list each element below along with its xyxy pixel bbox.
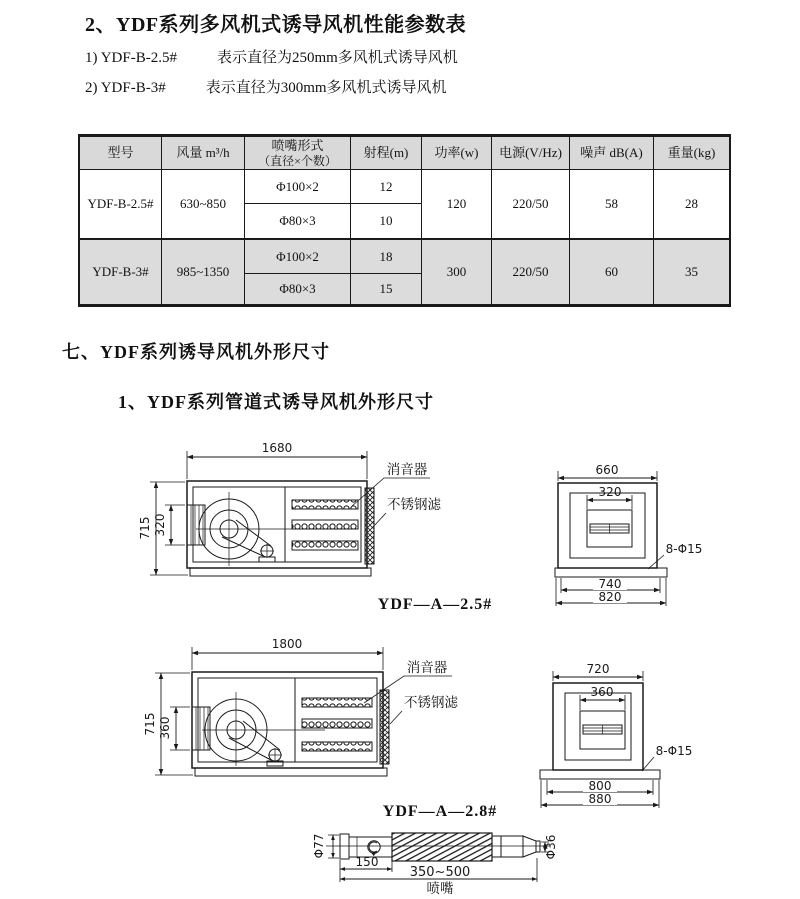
performance-table bbox=[78, 134, 731, 307]
th-airflow: 风量 m³/h bbox=[161, 137, 244, 169]
muffler-label: 消音器 bbox=[386, 462, 428, 477]
dim-1680: 1680 bbox=[261, 441, 293, 455]
dim-360-end: 360 bbox=[590, 685, 614, 699]
filter-label: 不锈钢滤 bbox=[387, 497, 441, 512]
nozzle-drawing bbox=[295, 822, 615, 899]
top-dimension bbox=[558, 463, 657, 481]
end-view-drawing-2 bbox=[530, 630, 730, 820]
th-weight: 重量(kg) bbox=[653, 137, 729, 169]
td-noise-1: 58 bbox=[569, 169, 653, 238]
muffler-bars bbox=[292, 500, 358, 550]
section-7-1-title: 1、YDF系列管道式诱导风机外形尺寸 bbox=[118, 392, 434, 412]
inlet bbox=[158, 707, 210, 750]
td-model-2: YDF-B-3# bbox=[80, 238, 161, 304]
th-supply: 电源(V/Hz) bbox=[491, 137, 569, 169]
td-nozzle-1a: Φ100×2 bbox=[244, 169, 350, 203]
td-airflow-1: 630~850 bbox=[161, 169, 244, 238]
th-nozzle-line1: 喷嘴形式 bbox=[271, 138, 324, 153]
dim-715: 715 bbox=[138, 516, 152, 540]
filter-strip bbox=[365, 488, 374, 564]
note-1-code: 1) YDF-B-2.5# bbox=[85, 50, 177, 66]
td-power-1: 120 bbox=[421, 169, 491, 238]
dim-phi77: Φ77 bbox=[312, 833, 326, 859]
note-1 bbox=[85, 46, 458, 67]
dim-880: 880 bbox=[588, 792, 612, 806]
dim-660: 660 bbox=[595, 463, 619, 477]
labels bbox=[364, 659, 458, 724]
th-model: 型号 bbox=[80, 137, 161, 169]
dim-820: 820 bbox=[598, 590, 622, 604]
td-nozzle-1b: Φ80×3 bbox=[244, 203, 350, 238]
td-noise-2: 60 bbox=[569, 238, 653, 304]
td-supply-2: 220/50 bbox=[491, 238, 569, 304]
drawing-1-caption: YDF—A—2.5# bbox=[377, 596, 493, 613]
dim-800: 800 bbox=[588, 779, 612, 793]
th-power: 功率(w) bbox=[421, 137, 491, 169]
page-title: 2、YDF系列多风机式诱导风机性能参数表 bbox=[85, 14, 467, 36]
inner-dimension bbox=[580, 685, 625, 710]
holes-callout bbox=[648, 542, 702, 569]
dim-360-inlet: 360 bbox=[158, 716, 172, 740]
td-nozzle-2a: Φ100×2 bbox=[244, 238, 350, 273]
section-7-title: 七、YDF系列诱导风机外形尺寸 bbox=[62, 342, 330, 362]
note-2-code: 2) YDF-B-3# bbox=[85, 80, 166, 96]
dim-350-500: 350~500 bbox=[409, 865, 471, 880]
holes-label: 8-Φ15 bbox=[665, 542, 703, 556]
end-view-drawing-1 bbox=[530, 438, 730, 623]
td-model-1: YDF-B-2.5# bbox=[80, 169, 161, 238]
td-weight-2: 35 bbox=[653, 238, 729, 304]
th-range: 射程(m) bbox=[350, 137, 421, 169]
th-nozzle-line2: （直径×个数） bbox=[258, 153, 337, 168]
td-weight-1: 28 bbox=[653, 169, 729, 238]
dim-1800: 1800 bbox=[271, 637, 303, 651]
dim-phi36: Φ36 bbox=[544, 834, 558, 860]
dim-715: 715 bbox=[143, 712, 157, 736]
base-dimensions bbox=[556, 577, 666, 606]
drawing-2-caption: YDF—A—2.8# bbox=[382, 803, 498, 820]
inlet bbox=[153, 505, 205, 545]
muffler-label: 消音器 bbox=[406, 660, 448, 675]
note-1-desc: 表示直径为250mm多风机式诱导风机 bbox=[216, 50, 458, 66]
td-range-2a: 18 bbox=[350, 238, 421, 273]
td-supply-1: 220/50 bbox=[491, 169, 569, 238]
top-dimension bbox=[553, 662, 643, 681]
length-dimension bbox=[192, 637, 383, 670]
base-dimensions bbox=[541, 779, 659, 808]
dim-740: 740 bbox=[598, 577, 622, 591]
td-power-2: 300 bbox=[421, 238, 491, 304]
length-dimension bbox=[187, 441, 367, 479]
muffler-bars bbox=[302, 698, 372, 751]
td-range-1a: 12 bbox=[350, 169, 421, 203]
inner-dimension bbox=[587, 485, 632, 509]
holes-label: 8-Φ15 bbox=[655, 744, 693, 758]
td-range-2b: 15 bbox=[350, 273, 421, 304]
td-range-1b: 10 bbox=[350, 203, 421, 238]
side-view-drawing-2 bbox=[125, 630, 470, 820]
dim-320-inlet: 320 bbox=[153, 513, 167, 537]
dim-150: 150 bbox=[355, 855, 379, 869]
holes-callout bbox=[642, 744, 692, 771]
dim-320-end: 320 bbox=[598, 485, 622, 499]
flexible-hose bbox=[392, 833, 492, 861]
filter-label: 不锈钢滤 bbox=[404, 695, 458, 710]
nozzle-label: 喷嘴 bbox=[426, 881, 454, 896]
th-noise: 噪声 dB(A) bbox=[569, 137, 653, 169]
note-2 bbox=[85, 76, 447, 97]
note-2-desc: 表示直径为300mm多风机式诱导风机 bbox=[205, 80, 447, 96]
filter-strip bbox=[380, 690, 389, 764]
dim-720: 720 bbox=[586, 662, 610, 676]
td-airflow-2: 985~1350 bbox=[161, 238, 244, 304]
th-nozzle bbox=[244, 137, 350, 169]
td-nozzle-2b: Φ80×3 bbox=[244, 273, 350, 304]
right-diameter-dimension bbox=[541, 835, 558, 860]
